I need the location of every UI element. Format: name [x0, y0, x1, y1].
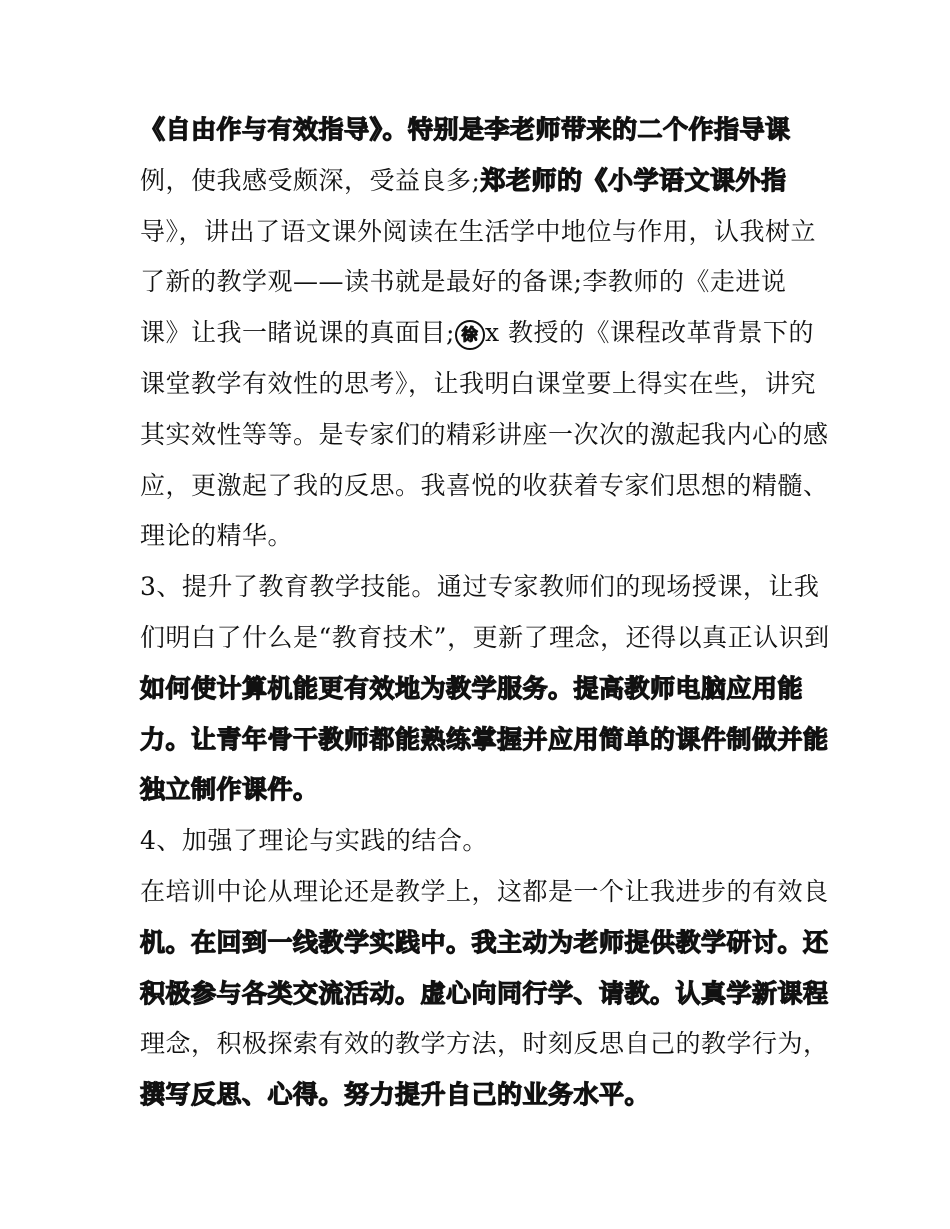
text-line: [140, 262, 820, 302]
text-segment: 4、加强了理论与实践的结合。: [140, 826, 488, 856]
text-line: [140, 415, 829, 455]
text-line: [140, 821, 820, 861]
text-line: [140, 618, 830, 658]
text-segment: 理论的精华。: [140, 521, 294, 551]
text-line: [140, 872, 829, 912]
text-segment: 了新的教学观——读书就是最好的备课;李教师的《走进说: [140, 267, 787, 297]
text-segment: 例，使我感受颇深，受益良多;: [140, 165, 481, 195]
text-line: [140, 110, 820, 150]
text-line: [140, 516, 820, 556]
text-line: [140, 770, 820, 810]
text-segment: 独立制作课件。: [140, 775, 319, 805]
text-line: [140, 974, 829, 1014]
text-segment: 徐: [455, 320, 485, 350]
text-line: [140, 567, 820, 607]
text-line: [140, 1024, 829, 1064]
text-segment: 机。在回到一线教学实践中。我主动为老师提供教学研讨。还: [140, 927, 829, 957]
text-segment: 撰写反思、心得。努力提升自己的业务水平。: [140, 1080, 651, 1110]
text-line: [140, 161, 820, 201]
text-line: [140, 466, 829, 506]
text-segment: 积极参与各类交流活动。虚心向同行学、请教。认真学新课程: [140, 978, 829, 1008]
text-line: [140, 364, 820, 404]
text-segment: 3、提升了教育教学技能。通过专家教师们的现场授课，让我: [140, 572, 820, 602]
text-segment: 其实效性等等。是专家们的精彩讲座一次次的激起我内心的感: [140, 419, 829, 449]
text-segment: 如何使计算机能更有效地为教学服务。提高教师电脑应用能: [140, 673, 804, 703]
text-line: [140, 720, 829, 760]
text-segment: x 教授的《课程改革背景下的: [484, 318, 814, 348]
text-segment: 力。让青年骨干教师都能熟练掌握并应用简单的课件制做并能: [140, 724, 829, 754]
text-segment: 《自由作与有效指导》。特别是李老师带来的二个作指导课: [140, 115, 791, 144]
text-segment: 课堂教学有效性的思考》，让我明白课堂要上得实在些，讲究: [140, 369, 817, 398]
text-line: [140, 923, 829, 963]
text-segment: 郑老师的《小学语文课外指: [480, 165, 787, 195]
text-segment: 理念，积极探索有效的教学方法，时刻反思自己的教学行为，: [140, 1029, 829, 1059]
text-segment: 课》让我一睹说课的真面目;: [140, 318, 455, 348]
text-line: [140, 212, 820, 252]
text-segment: 们明白了什么是“教育技术”，更新了理念，还得以真正认识到: [140, 623, 830, 652]
text-segment: 在培训中论从理论还是教学上，这都是一个让我进步的有效良: [140, 877, 829, 906]
text-segment: 应，更激起了我的反思。我喜悦的收获着专家们思想的精髓、: [140, 470, 829, 500]
text-line: [140, 313, 820, 353]
text-line: [140, 1075, 820, 1115]
text-line: [140, 669, 820, 709]
text-segment: 导》，讲出了语文课外阅读在生活学中地位与作用，认我树立: [140, 216, 817, 246]
